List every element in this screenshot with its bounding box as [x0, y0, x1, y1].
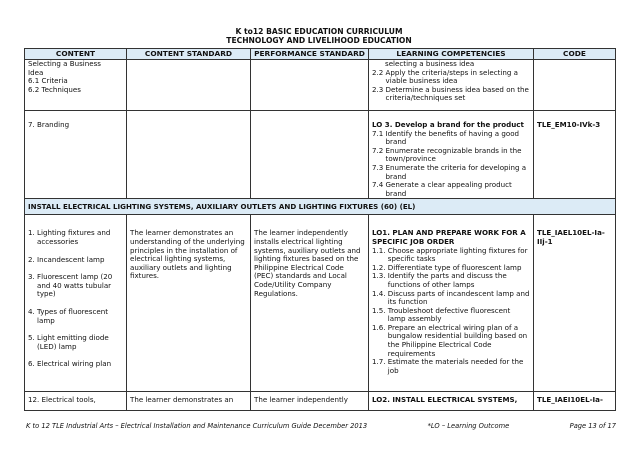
- competencies-cell: [369, 111, 534, 199]
- content-item: 2. Incandescent lamp: [28, 254, 105, 264]
- content-item: 5. Light emitting diode (LED) lamp: [28, 333, 109, 351]
- table-row: [25, 215, 616, 392]
- content-item: 4. Types of fluorescent lamp: [28, 306, 109, 325]
- competency-item: 1.5. Troubleshoot defective fluorescent lamp assembly: [372, 305, 511, 324]
- competencies-cell: [369, 60, 534, 111]
- performance-standard-cell: [251, 111, 369, 199]
- content-standard-cell: [127, 60, 251, 111]
- table-row: [25, 60, 616, 111]
- learning-outcome-title: LO2. INSTALL ELECTRICAL SYSTEMS,: [369, 392, 534, 411]
- content-standard-cell: [127, 111, 251, 199]
- competency-item: 1.2. Differentiate type of fluorescent lamp: [372, 262, 522, 272]
- footer-guide-title: K to 12 TLE Industrial Arts – Electrical Installation and Maintenance Curriculum Guide December 2013: [26, 422, 368, 430]
- page-footer: [26, 422, 616, 430]
- table-row: [25, 392, 616, 411]
- content-item: 1. Lighting fixtures and accessories: [28, 228, 111, 246]
- column-header-performance-standard: PERFORMANCE STANDARD: [251, 49, 369, 60]
- learning-outcome-title: LO 3. Develop a brand for the product: [372, 120, 524, 129]
- competency-item: 2.2 Apply the criteria/steps in selecting a viable business idea: [372, 67, 518, 86]
- content-standard-cell: The learner demonstrates an understanding of the underlying principles in the installation of electrical lighting systems, auxiliary outlets and lighting fixtures.: [127, 215, 251, 392]
- code-cell: [534, 60, 616, 111]
- competency-item: 1.1. Choose appropriate lighting fixtures for specific tasks: [372, 245, 528, 264]
- content-cell: [25, 111, 127, 199]
- table-header-row: [25, 49, 616, 60]
- competency-item: 7.3 Enumerate the criteria for developing a brand: [372, 162, 527, 181]
- header-title-line2: TECHNOLOGY AND LIVELIHOOD EDUCATION: [226, 36, 412, 46]
- content-item: 3. Fluorescent lamp (20 and 40 watts tubular type): [28, 272, 113, 299]
- content-cell: [25, 215, 127, 392]
- content-line: 6.2 Techniques: [28, 84, 81, 94]
- code-cell: TLE_EM10-IVk-3: [534, 111, 616, 199]
- competency-item: 2.3 Determine a business idea based on the criteria/techniques set: [372, 84, 529, 103]
- content-cell: 12. Electrical tools,: [25, 392, 127, 411]
- column-header-content: CONTENT: [25, 49, 127, 60]
- section-heading-row: [25, 199, 616, 215]
- competency-item: 1.7. Estimate the materials needed for the job: [372, 357, 524, 375]
- competency-item: 7.2 Enumerate recognizable brands in the town/province: [372, 145, 522, 164]
- competency-item: 1.4. Discuss parts of incandescent lamp and its function: [372, 288, 530, 307]
- competency-item: 7.1 Identify the benefits of having a good brand: [372, 128, 520, 147]
- content-line: 6.1 Criteria: [28, 76, 68, 86]
- content-item: 7. Branding: [28, 120, 70, 129]
- content-line: Selecting a Business: [28, 59, 101, 68]
- code-cell: TLE_IAEI10EL-Ia-: [534, 392, 616, 411]
- performance-standard-cell: The learner independently installs electrical lighting systems, auxiliary outlets and lighting fixtures based on the Philippine Electrical Code (PEC) standards and Local Code/Utility Company Regulations.: [251, 215, 369, 392]
- header-title-line1: K to12 BASIC EDUCATION CURRICULUM: [235, 27, 403, 36]
- competencies-cell: [369, 215, 534, 392]
- content-cell: [25, 60, 127, 111]
- performance-standard-cell: [251, 60, 369, 111]
- code-cell: TLE_IAEL10EL-Ia-IIj-1: [534, 215, 616, 392]
- column-header-code: CODE: [534, 49, 616, 60]
- table-row: [25, 111, 616, 199]
- footer-page-number: Page 13 of 17: [569, 422, 616, 430]
- content-line: Idea: [28, 67, 44, 77]
- performance-standard-cell: The learner independently: [251, 392, 369, 411]
- competency-item: selecting a business idea: [385, 59, 475, 68]
- document-header: [0, 27, 638, 45]
- footer-lo-note: *LO – Learning Outcome: [427, 422, 510, 430]
- learning-outcome-title: LO1. PLAN AND PREPARE WORK FOR A SPECIFIC JOB ORDER: [372, 228, 526, 246]
- competency-item: 1.3. Identify the parts and discuss the functions of other lamps: [372, 271, 507, 289]
- competency-item: 7.4 Generate a clear appealing product brand: [372, 180, 512, 198]
- content-standard-cell: The learner demonstrates an: [127, 392, 251, 411]
- content-item: 6. Electrical wiring plan: [28, 359, 112, 369]
- section-heading: INSTALL ELECTRICAL LIGHTING SYSTEMS, AUXILIARY OUTLETS AND LIGHTING FIXTURES (60) (EL): [25, 199, 616, 215]
- column-header-content-standard: CONTENT STANDARD: [127, 49, 251, 60]
- curriculum-table: [24, 48, 616, 411]
- competency-item: 1.6. Prepare an electrical wiring plan of a bungalow residential building based on the Philippine Electrical Code requirements: [372, 322, 528, 358]
- column-header-learning-competencies: LEARNING COMPETENCIES: [369, 49, 534, 60]
